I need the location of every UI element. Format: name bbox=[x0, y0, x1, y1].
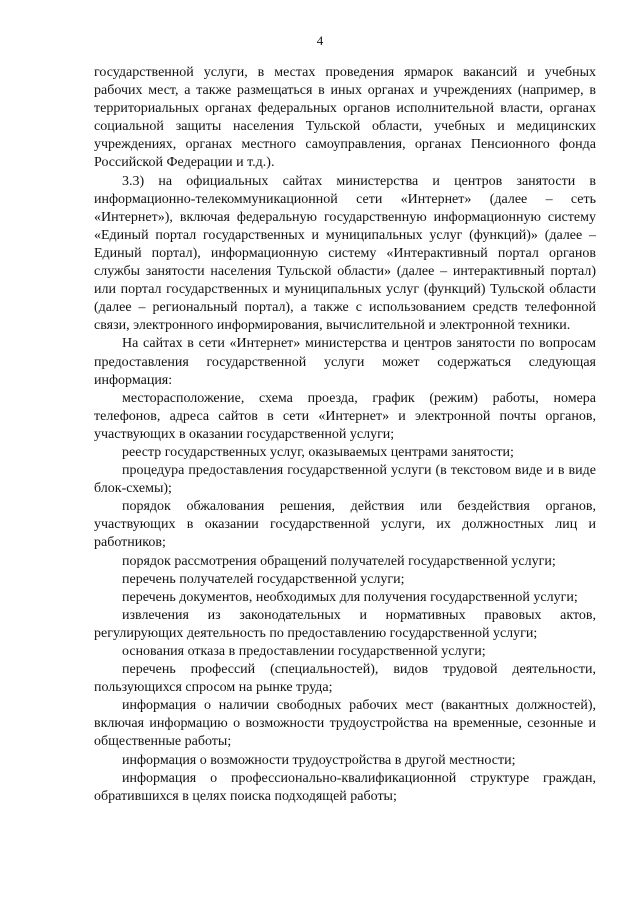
paragraph-continuation: государственной услуги, в местах проведения ярмарок вакансий и учебных рабочих мест, а также размещаться в иных органах и учреждениях (например, в территориальных органах федеральных органов исполнительной власти, органах социальной защиты населения Тульской области, учебных и медицинских учреждениях, органах местного самоуправления, органах Пенсионного фонда Российской Федерации и т.д.). bbox=[94, 65, 596, 171]
page-number: 4 bbox=[316, 33, 324, 48]
list-item-recipients: перечень получателей государственной услуги; bbox=[122, 571, 405, 587]
list-item-refusal-grounds: основания отказа в предоставлении государственной услуги; bbox=[122, 644, 486, 659]
list-item-qualification-structure: информация о профессионально-квалификационной структуре граждан, обратившихся в целях поиска подходящей работы; bbox=[94, 770, 596, 804]
list-item-legal-extracts: извлечения из законодательных и нормативных правовых актов, регулирующих деятельность по предоставлению государственной услуги; bbox=[94, 607, 596, 641]
paragraph-websites-info: На сайтах в сети «Интернет» министерства и центров занятости по вопросам предоставления государственной услуги может содержаться следующая информация: bbox=[94, 336, 596, 388]
document-body bbox=[94, 64, 596, 806]
list-item-documents: перечень документов, необходимых для получения государственной услуги; bbox=[122, 589, 578, 605]
list-item-relocation: информация о возможности трудоустройства в другой местности; bbox=[122, 752, 516, 768]
list-item-appeal: порядок обжалования решения, действия или бездействия органов, участвующих в оказании государственной услуги, их должностных лиц и работников; bbox=[94, 499, 596, 551]
list-item-requests: порядок рассмотрения обращений получателей государственной услуги; bbox=[122, 553, 556, 569]
list-item-location: месторасположение, схема проезда, график (режим) работы, номера телефонов, адреса сайтов в сети «Интернет» и электронной почты органов, участвующих в оказании государственной услуги; bbox=[94, 390, 596, 442]
list-item-vacancies: информация о наличии свободных рабочих мест (вакантных должностей), включая информацию о возможности трудоустройства на временные, сезонные и общественные работы; bbox=[94, 698, 596, 750]
paragraph-item-3-3: 3.3) на официальных сайтах министерства и центров занятости в информационно-телекоммуникационной сети «Интернет» (далее – сеть «Интернет»), включая федеральную государственную информационную систему «Единый портал государственных и муниципальных услуг (функций)» (далее – Единый портал), информационную систему «Интерактивный портал органов службы занятости населения Тульской области» (далее – интерактивный портал) или портал государственных и муниципальных услуг (функций) Тульской области (далее – региональный портал), а также с использованием средств телефонной связи, электронного информирования, вычислительной и электронной техники. bbox=[94, 173, 596, 334]
list-item-registry: реестр государственных услуг, оказываемых центрами занятости; bbox=[122, 444, 514, 460]
list-item-procedure: процедура предоставления государственной услуги (в текстовом виде и в виде блок-схемы); bbox=[94, 463, 596, 497]
list-item-professions: перечень профессий (специальностей), видов трудовой деятельности, пользующихся спросом на рынке труда; bbox=[94, 662, 596, 696]
